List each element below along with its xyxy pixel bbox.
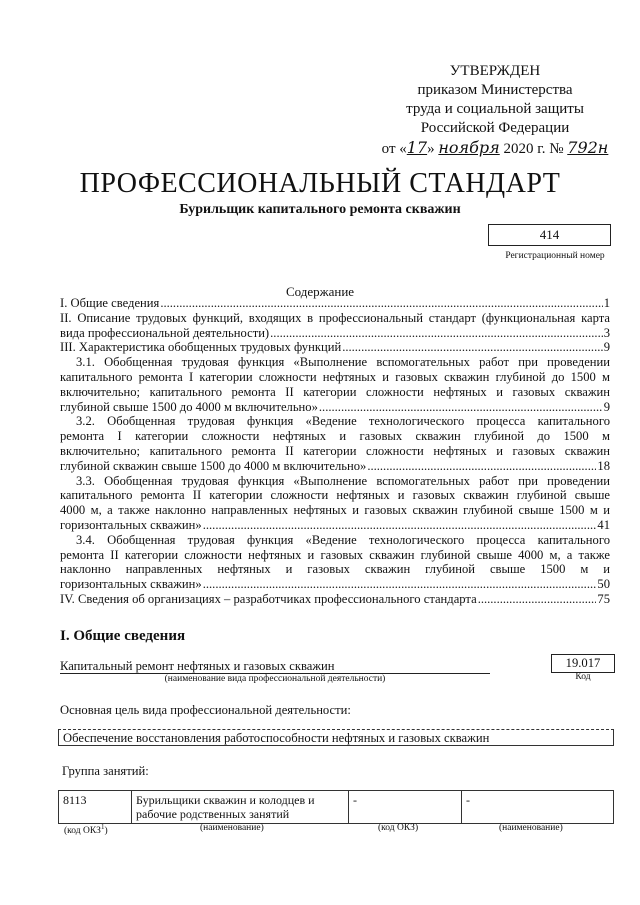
- table-row: [59, 791, 614, 824]
- activity-kind-caption: (наименование вида профессиональной деятельности): [164, 674, 386, 684]
- date-year: 2020 г. №: [503, 141, 564, 157]
- toc-entry-text: II. Описание трудовых функций, входящих в профессиональный стандарт (функциональная карта: [60, 310, 610, 325]
- toc-entry-text: включительно; капитального ремонта II категории сложности нефтяных и газовых скважин: [60, 443, 610, 458]
- approval-line: приказом Министерства: [417, 82, 573, 98]
- toc-page: 41: [597, 517, 610, 532]
- toc-entry-text: 3.2. Обобщенная трудовая функция «Ведение технологического процесса капитального: [76, 414, 610, 429]
- toc-entry-text: 3.1. Обобщенная трудовая функция «Выполнение вспомогательных работ при проведении: [76, 355, 610, 370]
- toc-entry-text: вида профессиональной деятельности): [60, 325, 270, 340]
- activity-code-box: 19.017: [551, 654, 615, 673]
- toc-entry-text: включительно; капитального ремонта II категории сложности нефтяных и газовых скважин: [60, 384, 610, 399]
- approval-line: труда и социальной защиты: [406, 101, 584, 117]
- date-prefix: от «: [381, 141, 407, 157]
- toc-entry-text: горизонтальных скважин»: [60, 517, 202, 532]
- toc-entry-text: глубиной скважин свыше 1500 до 4000 м включительно»: [60, 458, 367, 473]
- handwritten-day: 17: [406, 138, 428, 157]
- toc-entry-text: наклонно направленных нефтяных и газовых скважин глубиной свыше 1500 м и: [60, 562, 610, 577]
- handwritten-order-number: 792н: [567, 138, 609, 157]
- toc-entry-i[interactable]: [60, 296, 610, 311]
- toc-entry-iv[interactable]: [60, 592, 610, 607]
- section-heading: I. Общие сведения: [60, 628, 186, 644]
- toc-entry-text: ремонта II категории сложности нефтяных и газовых скважин глубиной свыше 4000 м, а также: [60, 547, 610, 562]
- toc-heading: Содержание: [285, 284, 355, 299]
- toc-entry-text: глубиной свыше 1500 до 4000 м включительно»: [60, 399, 318, 414]
- toc-entry-text: I. Общие сведения: [60, 296, 160, 310]
- toc-page: 75: [597, 591, 610, 606]
- toc-page: 9: [603, 340, 610, 355]
- toc-entry-text: капитального ремонта II категории сложности нефтяных и газовых скважин глубиной свыше: [60, 488, 610, 503]
- footnote-ref: 1: [100, 823, 105, 831]
- toc-page: 1: [603, 296, 610, 310]
- document-title: ПРОФЕССИОНАЛЬНЫЙ СТАНДАРТ: [79, 168, 561, 199]
- toc-page: 9: [603, 399, 610, 414]
- okz-code-caption: [64, 823, 108, 836]
- approval-block: [360, 62, 630, 159]
- toc-entry-3-1[interactable]: [60, 355, 610, 414]
- occupation-group-label: Группа занятий:: [62, 764, 149, 778]
- activity-kind: Капитальный ремонт нефтяных и газовых скважин: [60, 659, 335, 673]
- registration-number-box: 414: [488, 224, 611, 246]
- occupation-name-cell: -: [462, 791, 614, 824]
- toc-entry-text: ремонта I категории сложности нефтяных и газовых скважин глубиной до 1500 м: [60, 429, 610, 444]
- toc-entry-3-2[interactable]: [60, 414, 610, 473]
- approval-line: Российской Федерации: [420, 120, 570, 136]
- approval-title: УТВЕРЖДЕН: [449, 63, 541, 79]
- goal-label: Основная цель вида профессиональной деятельности:: [60, 703, 351, 717]
- toc-entry-3-4[interactable]: [60, 533, 610, 592]
- toc-page: 50: [597, 577, 610, 592]
- occupation-group-table: [58, 790, 614, 824]
- occupation-name-cell: Бурильщики скважин и колодцев и рабочие родственных занятий: [132, 791, 349, 824]
- toc-entry-text: капитального ремонта I категории сложности нефтяных и газовых скважин глубиной до 1500 м: [60, 369, 610, 384]
- okz-code-cell: 8113: [59, 791, 132, 824]
- caption-text: ): [104, 826, 108, 837]
- goal-box: Обеспечение восстановления работоспособности нефтяных и газовых скважин: [58, 729, 614, 746]
- toc-entry-text: 4000 м, а также наклонно направленных нефтяных и газовых скважин глубиной свыше 1500 м и: [60, 503, 610, 518]
- toc-page: 18: [597, 458, 610, 473]
- toc-entry-ii[interactable]: [60, 311, 610, 341]
- toc-entry-text: горизонтальных скважин»: [60, 577, 202, 592]
- name-caption: (наименование): [499, 823, 563, 833]
- toc-entry-text: IV. Сведения об организациях – разработчиках профессионального стандарта: [60, 591, 477, 606]
- date-quote: »: [427, 141, 435, 157]
- toc-entry-3-3[interactable]: [60, 474, 610, 533]
- okz-code-cell: -: [349, 791, 462, 824]
- name-caption: (наименование): [200, 823, 264, 833]
- toc-entry-iii[interactable]: [60, 340, 610, 355]
- toc-entry-text: 3.3. Обобщенная трудовая функция «Выполнение вспомогательных работ при проведении: [76, 473, 610, 488]
- table-of-contents: [60, 296, 610, 607]
- okz-code-caption: (код ОКЗ): [378, 823, 419, 833]
- toc-entry-text: 3.4. Обобщенная трудовая функция «Ведение технологического процесса капитального: [76, 532, 610, 547]
- toc-page: 3: [603, 325, 610, 340]
- toc-entry-text: III. Характеристика обобщенных трудовых функций: [60, 340, 342, 355]
- registration-caption: Регистрационный номер: [505, 251, 605, 261]
- handwritten-month: ноября: [438, 138, 500, 157]
- document-subtitle: Бурильщик капитального ремонта скважин: [179, 202, 461, 217]
- activity-code-caption: Код: [575, 672, 591, 682]
- approval-date-line: [360, 138, 630, 159]
- caption-text: (код ОКЗ: [64, 826, 101, 837]
